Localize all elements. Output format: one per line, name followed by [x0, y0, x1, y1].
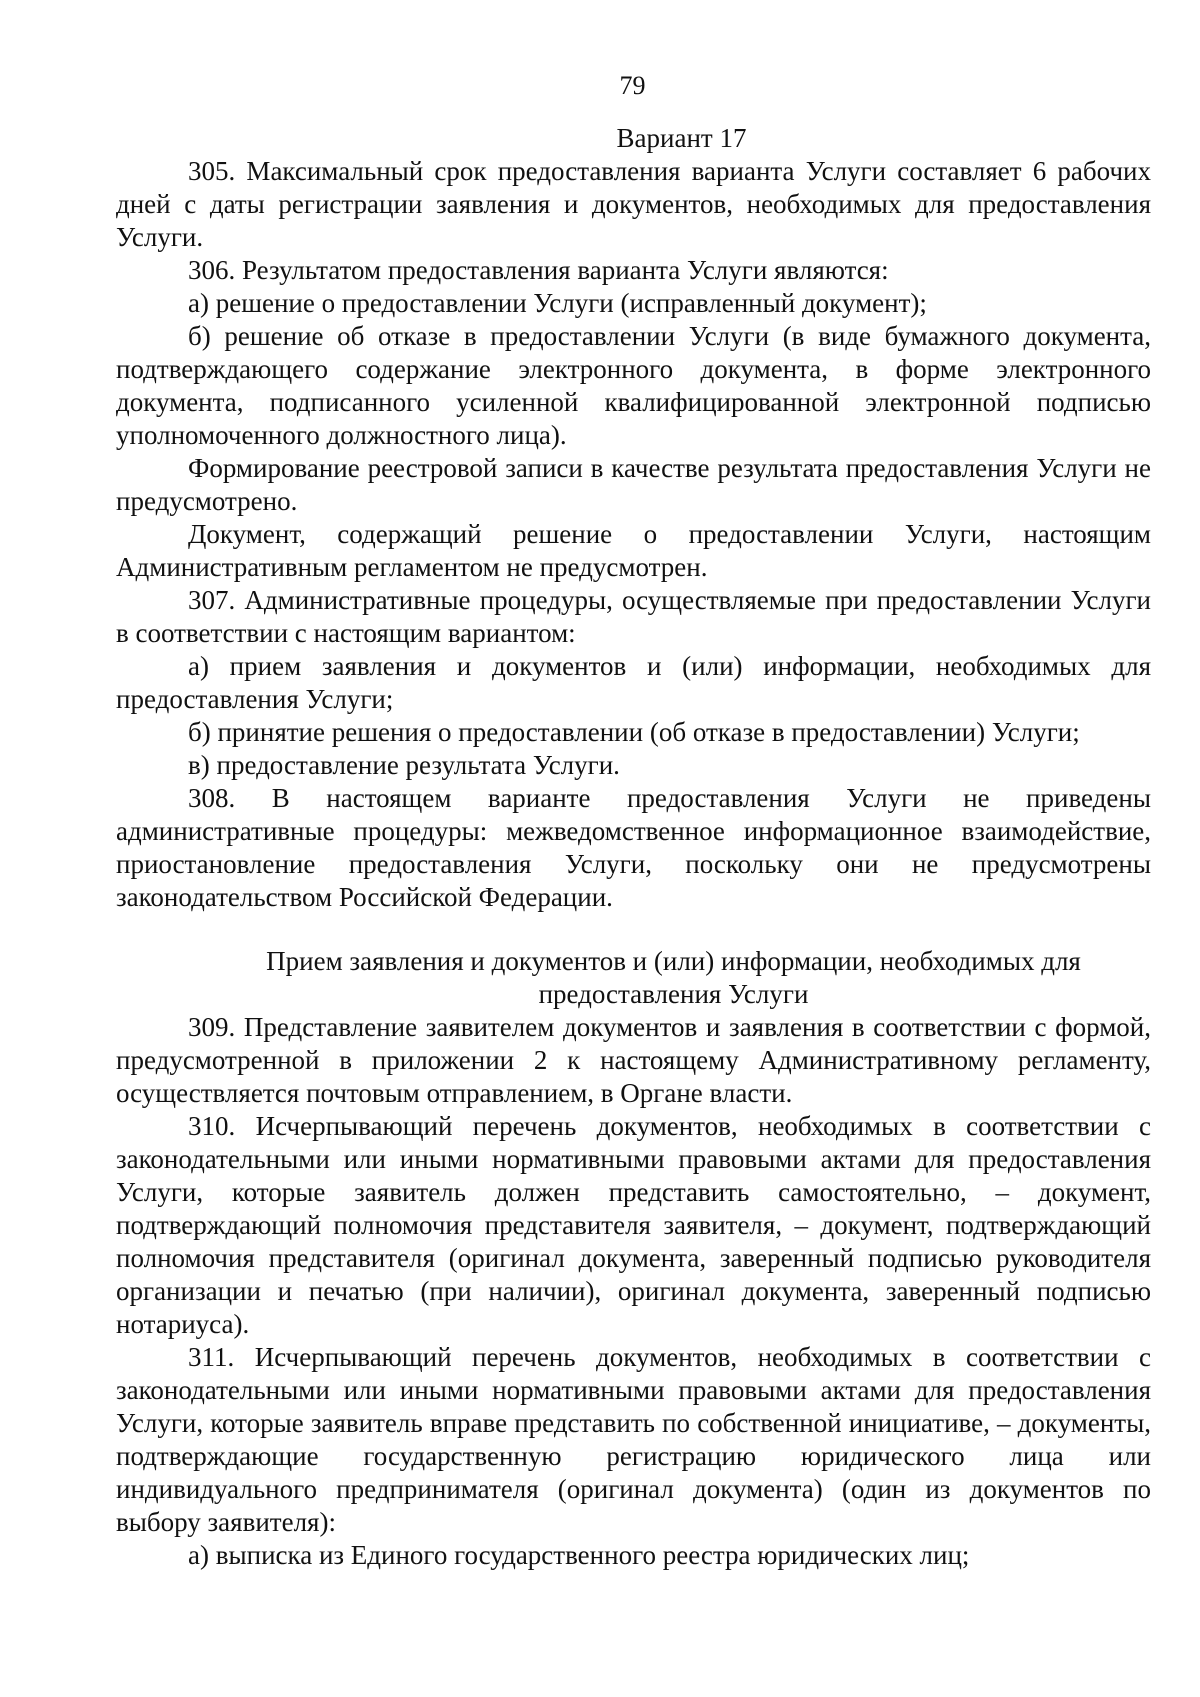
paragraph-306: 306. Результатом предоставления варианта Услуги являются: [188, 255, 889, 285]
paragraph-305: 305. Максимальный срок предоставления варианта Услуги составляет 6 рабочих дней с даты регистрации заявления и документов, необходимых для предоставления Услуги. [116, 156, 1151, 252]
paragraph-306-a: а) решение о предоставлении Услуги (исправленный документ); [188, 288, 927, 318]
paragraph-306-b: б) решение об отказе в предоставлении Услуги (в виде бумажного документа, подтверждающего содержание электронного документа, в форме электронного документа, подписанного усиленной квалифицированной электронной подписью уполномоченного должностного лица). [116, 321, 1151, 450]
paragraph-307-a: а) прием заявления и документов и (или) информации, необходимых для предоставления Услуги; [116, 651, 1151, 714]
variant-title: Вариант 17 [616, 123, 747, 153]
paragraph-307-b: б) принятие решения о предоставлении (об отказе в предоставлении) Услуги; [188, 717, 1080, 747]
paragraph-307-c: в) предоставление результата Услуги. [188, 750, 620, 780]
paragraph-310: 310. Исчерпывающий перечень документов, необходимых в соответствии с законодательными или иными нормативными правовыми актами для предоставления Услуги, которые заявитель должен представить самостоятельно, – документ, подтверждающий полномочия представителя заявителя, – документ, подтверждающий полномочия представителя (оригинал документа, заверенный подписью руководителя организации и печатью (при наличии), оригинал документа, заверенный подписью нотариуса). [116, 1111, 1151, 1339]
paragraph-307: 307. Административные процедуры, осуществляемые при предоставлении Услуги в соответствии с настоящим вариантом: [116, 585, 1151, 648]
paragraph-308: 308. В настоящем варианте предоставления Услуги не приведены административные процедуры: межведомственное информационное взаимодействие, приостановление предоставления Услуги, поскольку они не предусмотрены законодательством Российской Федерации. [116, 783, 1151, 912]
section-title: Прием заявления и документов и (или) информации, необходимых для предоставления Услуги [266, 946, 1081, 1009]
document-body [116, 122, 1151, 1572]
paragraph-311-a: а) выписка из Единого государственного реестра юридических лиц; [188, 1540, 970, 1570]
paragraph-decision-document: Документ, содержащий решение о предоставлении Услуги, настоящим Административным регламентом не предусмотрен. [116, 519, 1151, 582]
paragraph-311: 311. Исчерпывающий перечень документов, необходимых в соответствии с законодательными или иными нормативными правовыми актами для предоставления Услуги, которые заявитель вправе представить по собственной инициативе, – документы, подтверждающие государственную регистрацию юридического лица или индивидуального предпринимателя (оригинал документа) (один из документов по выбору заявителя): [116, 1342, 1151, 1537]
paragraph-309: 309. Представление заявителем документов и заявления в соответствии с формой, предусмотренной в приложении 2 к настоящему Административному регламенту, осуществляется почтовым отправлением, в Органе власти. [116, 1012, 1151, 1108]
page-number: 79 [619, 71, 646, 100]
paragraph-registry-record: Формирование реестровой записи в качестве результата предоставления Услуги не предусмотрено. [116, 453, 1151, 516]
